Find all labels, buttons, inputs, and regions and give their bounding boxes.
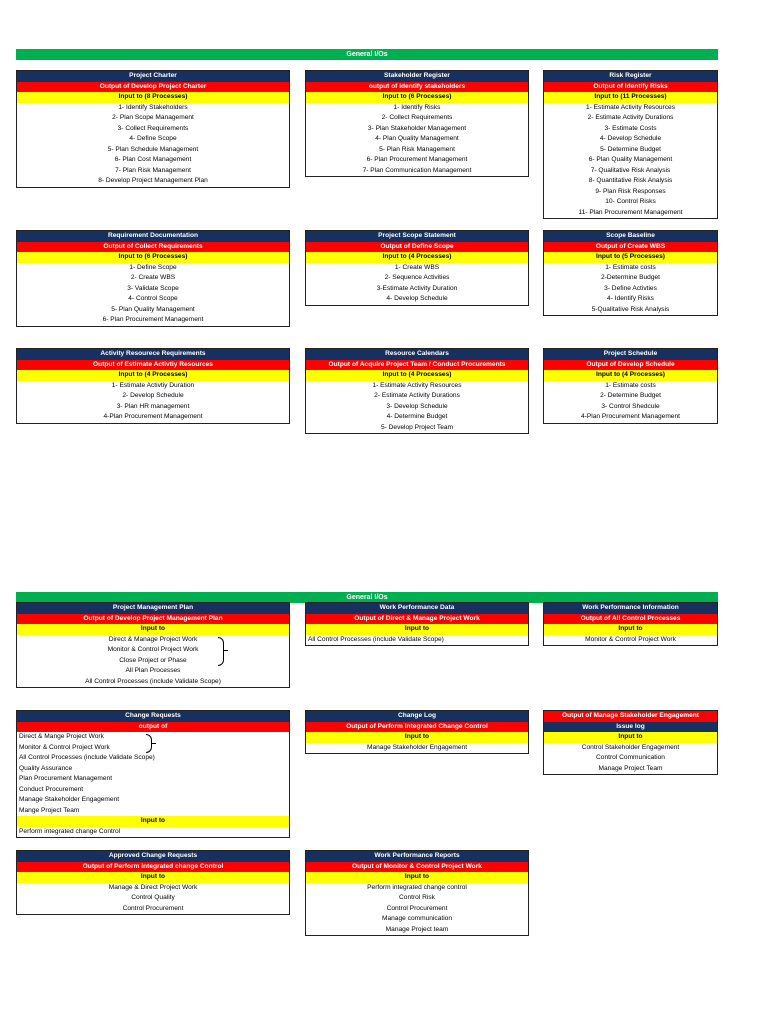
card-title: Project Charter	[17, 71, 289, 82]
card-work-performance-data	[305, 602, 529, 646]
card-activity-resourece-requirements	[16, 348, 290, 424]
card-title: Work Performance Information	[544, 603, 717, 614]
list-item: 1- Create WBS	[394, 263, 440, 271]
list-item: 4-Plan Procurement Management	[581, 413, 680, 420]
list-item: Control Quality	[131, 894, 175, 901]
list-item: Perform integrated change control	[367, 883, 467, 891]
card-title: Change Log	[306, 711, 528, 722]
list-item: Control Communication	[596, 754, 665, 761]
list-item: Direct & Mange Project Work	[19, 733, 104, 740]
grouping-brace	[146, 734, 152, 753]
list-item: Direct & Manage Project Work	[108, 635, 198, 643]
output-of-label: Output of All Control Processes	[544, 614, 717, 625]
output-of-label: Output of Estimate Activtiy Resources	[17, 360, 289, 371]
input-to-label: Input to	[306, 732, 528, 743]
card-approved-change-requests	[16, 850, 290, 915]
list-item: Control Risk	[399, 894, 435, 901]
list-item: 2- Estimate Activity Durations	[374, 392, 460, 399]
list-item: 3- Validate Scope	[127, 284, 179, 292]
output-of-label: Output of Direct & Manage Project Work	[306, 614, 528, 625]
list-item: 2- Sequence Activities	[384, 274, 450, 281]
list-item: 1- Estimate Activity Resources	[372, 381, 462, 389]
card-title: Scope Baseline	[544, 231, 717, 242]
list-item: 9- Plan Risk Responses	[595, 187, 666, 195]
list-item: 5- Plan Risk Management	[379, 145, 455, 153]
card-title: Project Schedule	[544, 349, 717, 360]
output-of-label: Output of Monitor & Control Project Work	[306, 862, 528, 873]
list-item: 8- Develop Project Management Plan	[98, 177, 208, 184]
card-change-requests	[16, 710, 290, 838]
list-item: 3-Estimate Activity Duration	[376, 284, 458, 292]
output-of-label: output of identify stakeholders	[306, 82, 528, 93]
list-item: Manage communication	[381, 915, 452, 922]
card-work-performance-information	[543, 602, 718, 646]
list-item: 5- Plan Schedule Management	[107, 145, 199, 153]
input-to-label: Input to (4 Processes)	[17, 370, 289, 381]
list-item: Plan Procurement Management	[19, 775, 113, 782]
input-to-label: Input to (4 Processes)	[306, 252, 528, 263]
output-of-label: Output of Perform Integrated Change Control	[306, 722, 528, 733]
list-item: Mange Project Team	[19, 806, 80, 814]
card-project-schedule	[543, 348, 718, 424]
output-of-label: Output of Manage Stakeholder Engagement	[544, 711, 717, 722]
list-item: 10- Control Risks	[605, 198, 656, 205]
list-item: 7- Plan Communication Management	[362, 166, 472, 174]
input-to-label: Input to	[306, 624, 528, 635]
list-item: 1- Estimate costs	[605, 381, 656, 389]
list-item: Manage & Direct Project Work	[108, 883, 198, 891]
list-item: 6- Plan Cost Management	[114, 156, 192, 163]
input-to-label: Input to	[17, 816, 289, 827]
input-to-label: Input to (5 Processes)	[544, 252, 717, 263]
list-item: 4- Define Scope	[129, 135, 177, 142]
card-issue-log	[543, 710, 718, 775]
card-title: Change Requests	[17, 711, 289, 722]
output-of-label: Output of Develop Project Management Plan	[17, 614, 289, 625]
grouping-brace-tip	[152, 743, 156, 744]
grouping-brace	[218, 637, 224, 667]
output-of-label: output of	[17, 722, 289, 733]
card-title: Work Performance Data	[306, 603, 528, 614]
list-item: Manage Project Team	[598, 764, 663, 772]
list-item: Perform integrated change Control	[19, 827, 121, 835]
card-change-log	[305, 710, 529, 754]
card-requirement-documentation	[16, 230, 290, 327]
input-to-label: Input to	[306, 872, 528, 883]
output-of-label: Output of Create WBS	[544, 242, 717, 253]
input-to-label: Input to (6 Processes)	[306, 92, 528, 103]
list-item: 4- Determine Budget	[386, 413, 448, 420]
list-item: 6- Plan Procurement Management	[102, 316, 204, 323]
list-item: 2- Plan Scope Management	[112, 114, 194, 121]
list-item: All Control Processes (include Validate Scope)	[85, 677, 221, 685]
card-project-scope-statement	[305, 230, 529, 306]
list-item: 4- Identify Risks	[607, 295, 654, 302]
list-item: 2- Collect Requirements	[381, 114, 453, 121]
output-of-label: Output of Develop Schedule	[544, 360, 717, 371]
card-title: Work Performance Reports	[306, 851, 528, 862]
output-of-label: Output of Collect Requirements	[17, 242, 289, 253]
card-title: Requirement Documentation	[17, 231, 289, 242]
list-item: Monitor & Control Project Work	[19, 743, 110, 751]
card-title: Resource Calendars	[306, 349, 528, 360]
list-item: 4- Develop Schedule	[599, 135, 662, 142]
input-to-label: Input to	[17, 624, 289, 635]
list-item: Monitor & Control Project Work	[585, 635, 676, 643]
list-item: 1- Define Scope	[129, 263, 177, 271]
list-item: 3- Plan HR management	[116, 402, 190, 410]
list-item: 1- Estimate Activity Resources	[585, 103, 676, 111]
card-title: Activity Resourece Requirements	[17, 349, 289, 360]
section-banner-2: General I/Os	[16, 592, 718, 603]
list-item: 5- Develop Project Team	[380, 423, 454, 431]
list-item: All Control Processes (include Validate Scope)	[308, 635, 444, 643]
card-title: Approved Change Requests	[17, 851, 289, 862]
card-title: Stakeholder Register	[306, 71, 528, 82]
list-item: 1- Estimate Activtiy Duration	[111, 381, 195, 389]
list-item: Manage Stakeholder Engagement	[366, 743, 468, 751]
list-item: 4-Plan Procurement Management	[103, 413, 203, 420]
input-to-label: Input to (4 Processes)	[306, 370, 528, 381]
list-item: 2- Determine Budget	[600, 392, 661, 399]
input-to-label: Input to	[17, 872, 289, 883]
list-item: 3- Develop Schedule	[386, 402, 448, 410]
list-item: 3- Collect Requirements	[117, 124, 189, 132]
list-item: 4- Develop Schedule	[386, 295, 448, 302]
list-item: Monitor & Control Project Work	[107, 646, 199, 653]
output-of-label: Output of Develop Project Charter	[17, 82, 289, 93]
list-item: 5- Plan Quality Management	[111, 305, 195, 313]
list-item: Quality Assurance	[19, 764, 73, 772]
list-item: 8- Quantitative Risk Analysis	[588, 177, 673, 184]
list-item: 2- Estimate Activity Durations	[587, 114, 674, 121]
list-item: 4- Plan Quality Management	[375, 135, 459, 142]
list-item: Manage Stakeholder Engagement	[19, 796, 120, 803]
list-item: 5-Qualitative Risk Analysis	[591, 305, 670, 313]
list-item: 7- Plan Risk Management	[115, 166, 191, 174]
grouping-brace-tip	[224, 650, 228, 651]
list-item: 4- Control Scope	[128, 295, 178, 302]
card-project-charter	[16, 70, 290, 188]
input-to-label: Input to	[544, 624, 717, 635]
list-item: Control Stakeholder Engagement	[581, 743, 680, 751]
list-item: Manage Project team	[385, 925, 449, 933]
list-item: 6- Plan Quality Management	[588, 156, 673, 163]
list-item: 2- Develop Schedule	[122, 392, 184, 399]
input-to-label: Input to (4 Processes)	[544, 370, 717, 381]
card-risk-register	[543, 70, 718, 219]
input-to-label: Input to	[544, 732, 717, 743]
list-item: All Plan Processes	[125, 667, 181, 674]
list-item: 3- Plan Stakeholder Management	[367, 124, 467, 132]
list-item: 3- Define Activties	[604, 284, 657, 292]
list-item: 1- Identify Risks	[393, 103, 441, 111]
list-item: 5- Determine Budget	[600, 145, 661, 153]
card-title: Project Management Plan	[17, 603, 289, 614]
input-to-label: Input to (8 Processes)	[17, 92, 289, 103]
list-item: Close Project or Phase	[119, 656, 187, 664]
list-item: 11- Plan Procurement Management	[578, 208, 683, 216]
output-of-label: Output of Perform integrated change Control	[17, 862, 289, 873]
output-of-label: Output of Acquire Project Team / Conduct Procurements	[306, 360, 528, 371]
list-item: 3- Estimate Costs	[604, 124, 657, 132]
output-of-label: Output of Identify Risks	[544, 82, 717, 93]
list-item: Conduct Procurement	[19, 785, 84, 793]
card-title: Risk Register	[544, 71, 717, 82]
card-work-performance-reports	[305, 850, 529, 936]
card-title: Project Scope Statement	[306, 231, 528, 242]
card-project-management-plan	[16, 602, 290, 688]
output-of-label: Output of Define Scope	[306, 242, 528, 253]
list-item: All Control Processes (include Validate Scope)	[19, 754, 155, 761]
card-resource-calendars	[305, 348, 529, 434]
list-item: 1- Identify Stakeholders	[118, 103, 188, 111]
list-item: 1- Estimate costs	[605, 263, 656, 271]
list-item: 2- Create WBS	[130, 274, 176, 281]
list-item: Control Procurement	[386, 904, 448, 912]
list-item: 7- Qualitative Risk Analysis	[590, 166, 671, 174]
card-scope-baseline	[543, 230, 718, 316]
list-item: 3- Control Shedcule	[601, 402, 660, 410]
card-title: Issue log	[544, 722, 717, 733]
list-item: 6- Plan Procurement Management	[366, 156, 468, 163]
input-to-label: Input to (11 Processes)	[544, 92, 717, 103]
section-banner-1: General I/Os	[16, 49, 718, 60]
input-to-label: Input to (6 Processes)	[17, 252, 289, 263]
list-item: Control Procurement	[122, 904, 184, 912]
list-item: 2-Determine Budget	[600, 274, 660, 281]
card-stakeholder-register	[305, 70, 529, 177]
